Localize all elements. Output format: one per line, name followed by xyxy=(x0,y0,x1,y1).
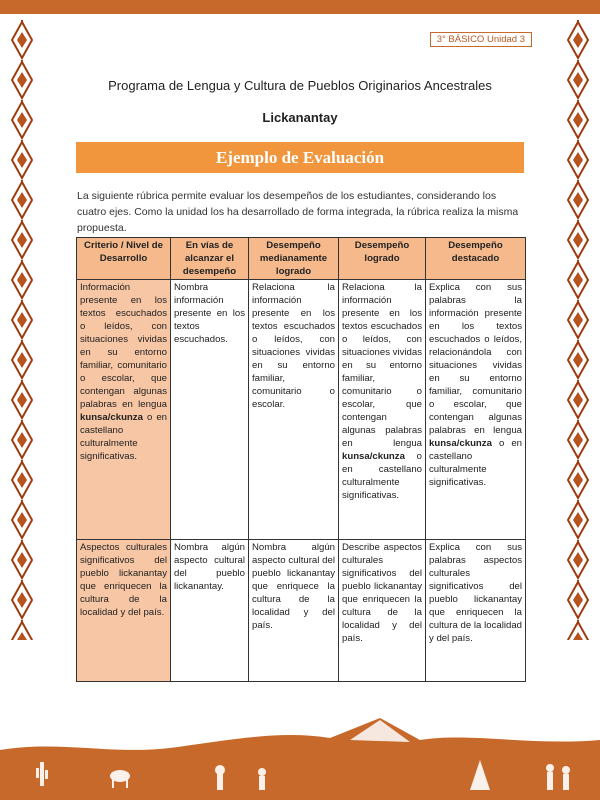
top-color-band xyxy=(0,0,600,14)
section-banner: Ejemplo de Evaluación xyxy=(76,142,524,173)
people-title: Lickanantay xyxy=(262,110,338,125)
header-criterio: Criterio / Nivel de Desarrollo xyxy=(77,238,171,280)
program-title: Programa de Lengua y Cultura de Pueblos Originarios Ancestrales xyxy=(108,78,492,93)
table-header-row xyxy=(77,238,526,280)
destacado-cell: Explica con sus palabras aspectos culturales significativos del pueblo lickanantay que enriquecen la cultura de la localidad y del país. xyxy=(426,540,526,682)
intro-paragraph: La siguiente rúbrica permite evaluar los desempeños de los estudiantes, considerando los cuatro ejes. Como la unidad los ha desarrollado de forma integrada, la rúbrica realiza la misma propuesta. xyxy=(77,190,519,234)
header-en-vias: En vías de alcanzar el desempeño xyxy=(171,238,249,280)
unit-label: 3° BÁSICO Unidad 3 xyxy=(430,32,532,47)
logrado-cell: Describe aspectos culturales significativos del pueblo lickanantay que enriquecen la cultura de la localidad y del país. xyxy=(339,540,426,682)
header-medianamente: Desempeño medianamente logrado xyxy=(249,238,339,280)
table-row xyxy=(77,280,526,540)
header-destacado: Desempeño destacado xyxy=(426,238,526,280)
en-vias-cell: Nombra información presente en los textos escuchados. xyxy=(171,280,249,540)
footer-landscape-illustration xyxy=(0,710,600,800)
table-row xyxy=(77,540,526,682)
criterion-cell: Información presente en los textos escuchados o leídos, con situaciones vividas en su entorno familiar, comunitario o escolar, que contengan algunas palabras en lengua kunsa/ckunza o en castellano culturalmente significativas. xyxy=(77,280,171,540)
en-vias-cell: Nombra algún aspecto cultural del pueblo lickanantay. xyxy=(171,540,249,682)
rubric-table xyxy=(76,237,526,682)
header-logrado: Desempeño logrado xyxy=(339,238,426,280)
criterion-cell: Aspectos culturales significativos del pueblo lickanantay que enriquecen la cultura de la localidad y del país. xyxy=(77,540,171,682)
medianamente-cell: Relaciona la información presente en los textos escuchados o leídos, con situaciones vividas en su entorno familiar, comunitario o escolar. xyxy=(249,280,339,540)
destacado-cell: Explica con sus palabras la información presente en los textos escuchados o leídos, relacionándola con situaciones vividas en su entorno familiar, comunitario o escolar, que contengan algunas palabras en lengua kunsa/ckunza o en castellano culturalmente significativas. xyxy=(426,280,526,540)
medianamente-cell: Nombra algún aspecto cultural del pueblo lickanantay que enriquece la cultura de la localidad y del país. xyxy=(249,540,339,682)
logrado-cell: Relaciona la información presente en los textos escuchados o leídos, con situaciones vividas en su entorno familiar, comunitario o escolar, que contengan algunas palabras en lengua kunsa/ckunza o en castellano culturalmente significativas. xyxy=(339,280,426,540)
